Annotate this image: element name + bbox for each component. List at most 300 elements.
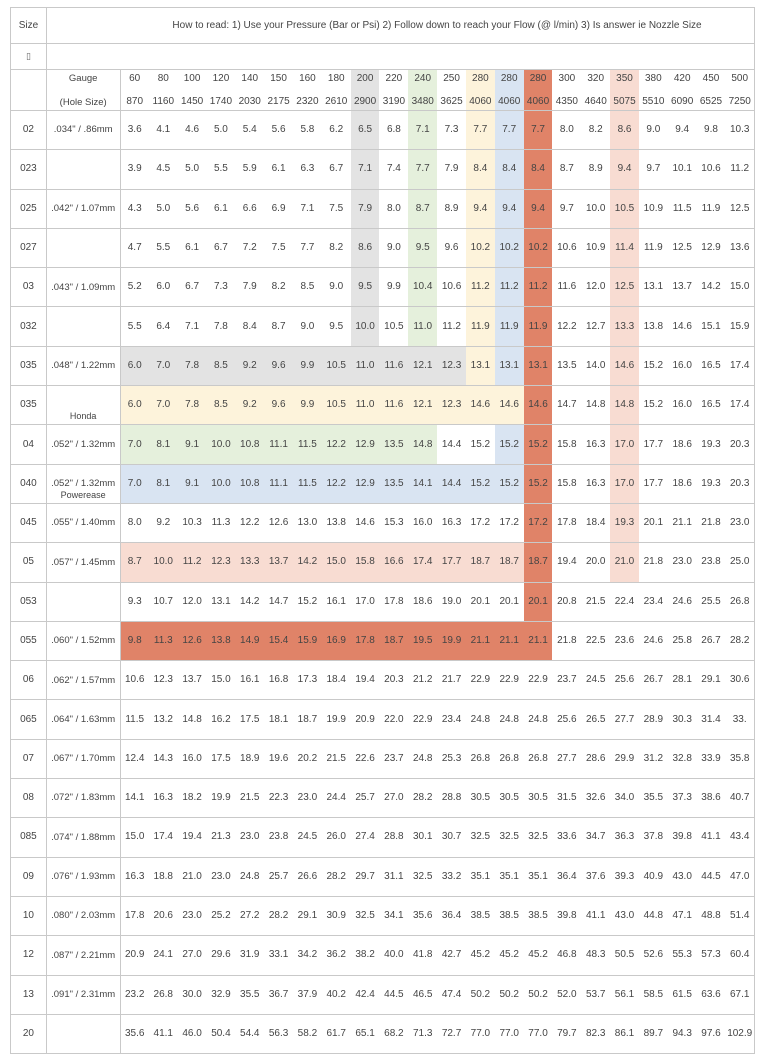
flow-value-cell: 9.5	[351, 268, 380, 307]
pressure-header-cell	[264, 70, 293, 111]
flow-value-cell: 18.7	[466, 543, 495, 582]
flow-value-cell: 12.2	[322, 464, 351, 503]
flow-value-cell: 50.2	[466, 975, 495, 1014]
flow-value-cell: 9.4	[466, 189, 495, 228]
flow-value-cell: 34.1	[379, 896, 408, 935]
flow-value-cell: 7.9	[351, 189, 380, 228]
flow-value-cell: 53.7	[581, 975, 610, 1014]
pressure-header-cell	[379, 70, 408, 111]
flow-value-cell: 27.7	[552, 739, 581, 778]
flow-value-cell: 30.5	[466, 779, 495, 818]
flow-value-cell: 21.5	[322, 739, 351, 778]
flow-value-cell: 14.9	[235, 621, 264, 660]
table-row	[11, 228, 755, 267]
gauge-cell	[46, 582, 120, 621]
flow-value-cell: 8.2	[581, 111, 610, 150]
flow-value-cell: 16.0	[408, 503, 437, 542]
gauge-cell	[46, 661, 120, 700]
flow-value-cell: 9.0	[293, 307, 322, 346]
flow-value-cell: 7.7	[495, 111, 524, 150]
table-row	[11, 425, 755, 464]
flow-value-cell: 50.2	[495, 975, 524, 1014]
size-cell: 025	[11, 189, 47, 228]
flow-value-cell: 6.0	[149, 268, 178, 307]
pressure-psi-value: 4060	[469, 96, 492, 107]
flow-value-cell: 6.1	[178, 228, 207, 267]
flow-value-cell: 8.9	[437, 189, 466, 228]
flow-value-cell: 6.7	[322, 150, 351, 189]
flow-value-cell: 13.1	[466, 346, 495, 385]
size-cell: 05	[11, 543, 47, 582]
flow-value-cell: 29.7	[351, 857, 380, 896]
flow-value-cell: 18.4	[581, 503, 610, 542]
flow-value-cell: 35.5	[639, 779, 668, 818]
flow-value-cell: 4.7	[120, 228, 149, 267]
flow-value-cell: 26.7	[697, 621, 726, 660]
flow-value-cell: 14.1	[408, 464, 437, 503]
flow-value-cell: 5.5	[120, 307, 149, 346]
flow-value-cell: 71.3	[408, 1014, 437, 1053]
table-row	[11, 739, 755, 778]
flow-value-cell: 94.3	[668, 1014, 697, 1053]
flow-value-cell: 23.0	[725, 503, 754, 542]
flow-value-cell: 9.6	[264, 386, 293, 425]
flow-value-cell: 77.0	[495, 1014, 524, 1053]
flow-value-cell: 5.0	[178, 150, 207, 189]
flow-value-cell: 14.7	[552, 386, 581, 425]
pressure-psi-value: 2900	[353, 96, 377, 107]
flow-value-cell: 89.7	[639, 1014, 668, 1053]
flow-value-cell: 23.0	[293, 779, 322, 818]
flow-value-cell: 11.5	[668, 189, 697, 228]
flow-value-cell: 5.2	[120, 268, 149, 307]
flow-value-cell: 50.4	[207, 1014, 236, 1053]
flow-value-cell: 8.9	[581, 150, 610, 189]
flow-value-cell: 11.0	[351, 346, 380, 385]
flow-value-cell: 7.1	[293, 189, 322, 228]
flow-value-cell: 26.8	[725, 582, 754, 621]
flow-value-cell: 32.5	[408, 857, 437, 896]
flow-value-cell: 16.3	[437, 503, 466, 542]
flow-value-cell: 22.5	[581, 621, 610, 660]
flow-value-cell: 16.2	[207, 700, 236, 739]
pressure-bar-value: 240	[414, 73, 432, 84]
flow-value-cell: 19.4	[351, 661, 380, 700]
flow-value-cell: 20.0	[581, 543, 610, 582]
flow-value-cell: 30.5	[524, 779, 553, 818]
flow-value-cell: 13.0	[293, 503, 322, 542]
flow-value-cell: 38.5	[524, 896, 553, 935]
pressure-header-cell	[581, 70, 610, 111]
flow-value-cell: 24.6	[668, 582, 697, 621]
flow-value-cell: 20.1	[466, 582, 495, 621]
pressure-psi-value: 6090	[671, 96, 694, 107]
flow-value-cell: 25.0	[725, 543, 754, 582]
flow-value-cell: 10.4	[408, 268, 437, 307]
flow-value-cell: 24.1	[149, 936, 178, 975]
pressure-header-cell	[120, 70, 149, 111]
size-cell: 040	[11, 464, 47, 503]
flow-value-cell: 43.0	[668, 857, 697, 896]
flow-value-cell: 32.5	[524, 818, 553, 857]
pressure-bar-value: 220	[385, 73, 403, 84]
pressure-bar-value: 350	[616, 73, 633, 84]
size-cell: 07	[11, 739, 47, 778]
flow-value-cell: 50.5	[610, 936, 639, 975]
flow-value-cell: 43.0	[610, 896, 639, 935]
flow-value-cell: 39.8	[552, 896, 581, 935]
flow-value-cell: 19.9	[437, 621, 466, 660]
flow-value-cell: 48.8	[697, 896, 726, 935]
flow-value-cell: 8.4	[466, 150, 495, 189]
pressure-psi-value: 3625	[440, 96, 463, 107]
size-cell: 065	[11, 700, 47, 739]
flow-value-cell: 11.9	[524, 307, 553, 346]
flow-value-cell: 7.3	[437, 111, 466, 150]
pressure-bar-value: 180	[327, 73, 345, 84]
flow-value-cell: 8.4	[235, 307, 264, 346]
flow-value-cell: 17.0	[610, 425, 639, 464]
flow-value-cell: 23.0	[207, 857, 236, 896]
flow-value-cell: 37.3	[668, 779, 697, 818]
gauge-cell	[46, 857, 120, 896]
flow-value-cell: 7.7	[293, 228, 322, 267]
flow-value-cell: 9.4	[668, 111, 697, 150]
flow-value-cell: 16.5	[697, 346, 726, 385]
flow-value-cell: 29.1	[293, 896, 322, 935]
flow-value-cell: 45.2	[524, 936, 553, 975]
flow-value-cell: 22.6	[351, 739, 380, 778]
gauge-cell	[46, 700, 120, 739]
flow-value-cell: 10.0	[149, 543, 178, 582]
flow-value-cell: 17.7	[639, 464, 668, 503]
flow-value-cell: 10.7	[149, 582, 178, 621]
flow-value-cell: 50.2	[524, 975, 553, 1014]
flow-value-cell: 9.6	[264, 346, 293, 385]
pressure-header-cell	[610, 70, 639, 111]
flow-value-cell: 33.2	[437, 857, 466, 896]
flow-value-cell: 21.8	[639, 543, 668, 582]
flow-value-cell: 10.0	[207, 464, 236, 503]
flow-value-cell: 12.3	[437, 346, 466, 385]
flow-value-cell: 31.2	[639, 739, 668, 778]
flow-value-cell: 20.1	[495, 582, 524, 621]
flow-value-cell: 23.0	[668, 543, 697, 582]
flow-value-cell: 13.6	[725, 228, 754, 267]
flow-value-cell: 52.0	[552, 975, 581, 1014]
flow-value-cell: 32.5	[351, 896, 380, 935]
flow-value-cell: 14.6	[466, 386, 495, 425]
flow-value-cell: 10.3	[725, 111, 754, 150]
flow-value-cell: 30.0	[178, 975, 207, 1014]
flow-value-cell: 32.9	[207, 975, 236, 1014]
flow-value-cell: 5.0	[149, 189, 178, 228]
flow-value-cell: 22.0	[379, 700, 408, 739]
model-note: Powerease	[60, 489, 106, 500]
flow-value-cell: 27.4	[351, 818, 380, 857]
flow-value-cell: 25.7	[264, 857, 293, 896]
flow-value-cell: 32.6	[581, 779, 610, 818]
pressure-bar-value: 200	[356, 73, 374, 84]
flow-value-cell: 11.9	[495, 307, 524, 346]
flow-value-cell: 7.7	[408, 150, 437, 189]
flow-value-cell: 12.0	[178, 582, 207, 621]
pressure-header-cell	[351, 70, 380, 111]
flow-value-cell: 37.9	[293, 975, 322, 1014]
flow-value-cell: 6.1	[264, 150, 293, 189]
gauge-value: .043" / 1.09mm	[51, 281, 116, 293]
flow-value-cell: 35.8	[725, 739, 754, 778]
pressure-psi-value: 1160	[152, 96, 175, 107]
flow-value-cell: 13.8	[639, 307, 668, 346]
flow-value-cell: 5.5	[207, 150, 236, 189]
gauge-cell	[46, 189, 120, 228]
gauge-header-label: Gauge	[68, 73, 98, 84]
flow-value-cell: 16.3	[581, 425, 610, 464]
flow-value-cell: 18.6	[668, 464, 697, 503]
flow-value-cell: 13.8	[322, 503, 351, 542]
flow-value-cell: 29.6	[207, 936, 236, 975]
flow-value-cell: 25.5	[697, 582, 726, 621]
flow-value-cell: 17.7	[437, 543, 466, 582]
flow-value-cell: 14.8	[178, 700, 207, 739]
flow-value-cell: 38.5	[495, 896, 524, 935]
gauge-value: .057" / 1.45mm	[51, 556, 116, 568]
flow-value-cell: 26.8	[524, 739, 553, 778]
size-cell: 12	[11, 936, 47, 975]
flow-value-cell: 42.4	[351, 975, 380, 1014]
flow-value-cell: 14.0	[581, 346, 610, 385]
flow-value-cell: 12.1	[408, 386, 437, 425]
flow-value-cell: 22.9	[466, 661, 495, 700]
flow-value-cell: 11.4	[610, 228, 639, 267]
pressure-bar-value: 140	[241, 73, 259, 84]
flow-value-cell: 19.9	[207, 779, 236, 818]
flow-value-cell: 12.2	[322, 425, 351, 464]
flow-value-cell: 82.3	[581, 1014, 610, 1053]
flow-value-cell: 9.4	[495, 189, 524, 228]
flow-value-cell: 17.8	[120, 896, 149, 935]
flow-value-cell: 19.6	[264, 739, 293, 778]
size-cell: 085	[11, 818, 47, 857]
size-cell: 02	[11, 111, 47, 150]
flow-value-cell: 16.8	[264, 661, 293, 700]
flow-value-cell: 22.9	[495, 661, 524, 700]
flow-value-cell: 16.0	[668, 346, 697, 385]
flow-value-cell: 45.2	[466, 936, 495, 975]
flow-value-cell: 35.1	[495, 857, 524, 896]
pressure-psi-value: 3480	[411, 96, 434, 107]
flow-value-cell: 102.9	[725, 1014, 754, 1053]
flow-value-cell: 15.2	[639, 346, 668, 385]
flow-value-cell: 9.2	[149, 503, 178, 542]
flow-value-cell: 7.1	[408, 111, 437, 150]
flow-value-cell: 26.7	[639, 661, 668, 700]
flow-value-cell: 40.0	[379, 936, 408, 975]
pressure-psi-value: 4350	[555, 96, 578, 107]
gauge-value: .055" / 1.40mm	[51, 517, 116, 529]
flow-value-cell: 8.2	[322, 228, 351, 267]
flow-value-cell: 28.2	[264, 896, 293, 935]
flow-value-cell: 9.5	[322, 307, 351, 346]
flow-value-cell: 28.6	[581, 739, 610, 778]
size-cell: 04	[11, 425, 47, 464]
pressure-bar-value: 80	[157, 73, 169, 84]
flow-value-cell: 10.1	[668, 150, 697, 189]
flow-value-cell: 8.4	[495, 150, 524, 189]
flow-value-cell: 27.2	[235, 896, 264, 935]
flow-value-cell: 15.2	[524, 464, 553, 503]
table-row	[11, 189, 755, 228]
flow-value-cell: 18.1	[264, 700, 293, 739]
flow-value-cell: 9.0	[322, 268, 351, 307]
pressure-header-cell	[552, 70, 581, 111]
table-row	[11, 779, 755, 818]
pressure-bar-value: 450	[702, 73, 720, 84]
flow-value-cell: 15.8	[552, 425, 581, 464]
flow-value-cell: 17.2	[466, 503, 495, 542]
table-row	[11, 268, 755, 307]
flow-value-cell: 3.6	[120, 111, 149, 150]
table-row	[11, 111, 755, 150]
flow-value-cell: 11.9	[697, 189, 726, 228]
flow-value-cell: 15.3	[379, 503, 408, 542]
flow-value-cell: 12.9	[351, 425, 380, 464]
flow-value-cell: 10.0	[581, 189, 610, 228]
flow-value-cell: 21.0	[610, 543, 639, 582]
flow-value-cell: 14.2	[235, 582, 264, 621]
gauge-value: .034" / .86mm	[53, 124, 113, 136]
flow-value-cell: 13.3	[235, 543, 264, 582]
flow-value-cell: 25.8	[668, 621, 697, 660]
flow-value-cell: 35.1	[524, 857, 553, 896]
flow-value-cell: 68.2	[379, 1014, 408, 1053]
flow-value-cell: 28.8	[437, 779, 466, 818]
pressure-header-cell	[149, 70, 178, 111]
table-row	[11, 1014, 755, 1053]
flow-value-cell: 26.0	[322, 818, 351, 857]
pressure-psi-value: 2175	[267, 96, 290, 107]
flow-value-cell: 17.4	[149, 818, 178, 857]
flow-value-cell: 19.3	[610, 503, 639, 542]
flow-value-cell: 11.2	[178, 543, 207, 582]
flow-value-cell: 86.1	[610, 1014, 639, 1053]
header-row	[11, 8, 755, 44]
size-cell: 023	[11, 150, 47, 189]
flow-value-cell: 79.7	[552, 1014, 581, 1053]
flow-value-cell: 8.4	[524, 150, 553, 189]
flow-value-cell: 17.3	[293, 661, 322, 700]
pressure-header-cell	[697, 70, 726, 111]
flow-value-cell: 18.7	[524, 543, 553, 582]
flow-value-cell: 9.9	[379, 268, 408, 307]
flow-value-cell: 28.2	[408, 779, 437, 818]
flow-value-cell: 14.8	[408, 425, 437, 464]
table-row	[11, 307, 755, 346]
pressure-psi-value: 4640	[584, 96, 607, 107]
gauge-cell	[46, 503, 120, 542]
flow-value-cell: 21.2	[408, 661, 437, 700]
flow-value-cell: 15.0	[120, 818, 149, 857]
flow-value-cell: 35.6	[120, 1014, 149, 1053]
flow-value-cell: 23.7	[552, 661, 581, 700]
flow-value-cell: 34.7	[581, 818, 610, 857]
flow-value-cell: 15.2	[466, 464, 495, 503]
gauge-cell	[46, 425, 120, 464]
flow-value-cell: 22.4	[610, 582, 639, 621]
pressure-bar-value: 120	[212, 73, 230, 84]
flow-value-cell: 9.7	[639, 150, 668, 189]
flow-value-cell: 24.8	[466, 700, 495, 739]
flow-value-cell: 19.3	[697, 464, 726, 503]
flow-value-cell: 8.7	[120, 543, 149, 582]
flow-value-cell: 15.8	[552, 464, 581, 503]
flow-value-cell: 5.4	[235, 111, 264, 150]
flow-value-cell: 20.3	[379, 661, 408, 700]
flow-value-cell: 20.9	[120, 936, 149, 975]
flow-value-cell: 21.8	[552, 621, 581, 660]
flow-value-cell: 48.3	[581, 936, 610, 975]
flow-value-cell: 54.4	[235, 1014, 264, 1053]
flow-value-cell: 28.8	[379, 818, 408, 857]
flow-value-cell: 33.1	[264, 936, 293, 975]
flow-value-cell: 31.1	[379, 857, 408, 896]
pressure-bar-value: 500	[731, 73, 749, 84]
flow-value-cell: 21.8	[697, 503, 726, 542]
flow-value-cell: 18.4	[322, 661, 351, 700]
flow-value-cell: 10.5	[322, 346, 351, 385]
flow-value-cell: 28.2	[322, 857, 351, 896]
flow-value-cell: 24.8	[524, 700, 553, 739]
flow-value-cell: 19.0	[437, 582, 466, 621]
flow-value-cell: 27.0	[178, 936, 207, 975]
gauge-cell	[46, 739, 120, 778]
flow-value-cell: 46.5	[408, 975, 437, 1014]
flow-value-cell: 7.5	[264, 228, 293, 267]
flow-value-cell: 18.6	[668, 425, 697, 464]
flow-value-cell: 9.0	[379, 228, 408, 267]
flow-value-cell: 17.8	[351, 621, 380, 660]
flow-value-cell: 8.0	[379, 189, 408, 228]
flow-value-cell: 14.6	[524, 386, 553, 425]
flow-value-cell: 4.6	[178, 111, 207, 150]
flow-value-cell: 38.6	[697, 779, 726, 818]
flow-value-cell: 10.2	[466, 228, 495, 267]
flow-value-cell: 13.5	[552, 346, 581, 385]
pressure-psi-value: 4060	[526, 96, 550, 107]
flow-value-cell: 13.5	[379, 425, 408, 464]
flow-value-cell: 34.2	[293, 936, 322, 975]
flow-value-cell: 11.3	[207, 503, 236, 542]
table-row	[11, 150, 755, 189]
flow-value-cell: 10.3	[178, 503, 207, 542]
flow-value-cell: 5.0	[207, 111, 236, 150]
flow-value-cell: 36.4	[437, 896, 466, 935]
size-cell: 035	[11, 346, 47, 385]
table-row	[11, 661, 755, 700]
flow-value-cell: 21.5	[581, 582, 610, 621]
size-header: Size	[11, 8, 47, 44]
flow-value-cell: 40.7	[725, 779, 754, 818]
flow-value-cell: 33.6	[552, 818, 581, 857]
flow-value-cell: 25.3	[437, 739, 466, 778]
flow-value-cell: 15.2	[524, 425, 553, 464]
pressure-psi-value: 2320	[296, 96, 319, 107]
flow-value-cell: 20.1	[524, 582, 553, 621]
flow-value-cell: 42.7	[437, 936, 466, 975]
flow-value-cell: 17.5	[207, 739, 236, 778]
flow-value-cell: 61.5	[668, 975, 697, 1014]
